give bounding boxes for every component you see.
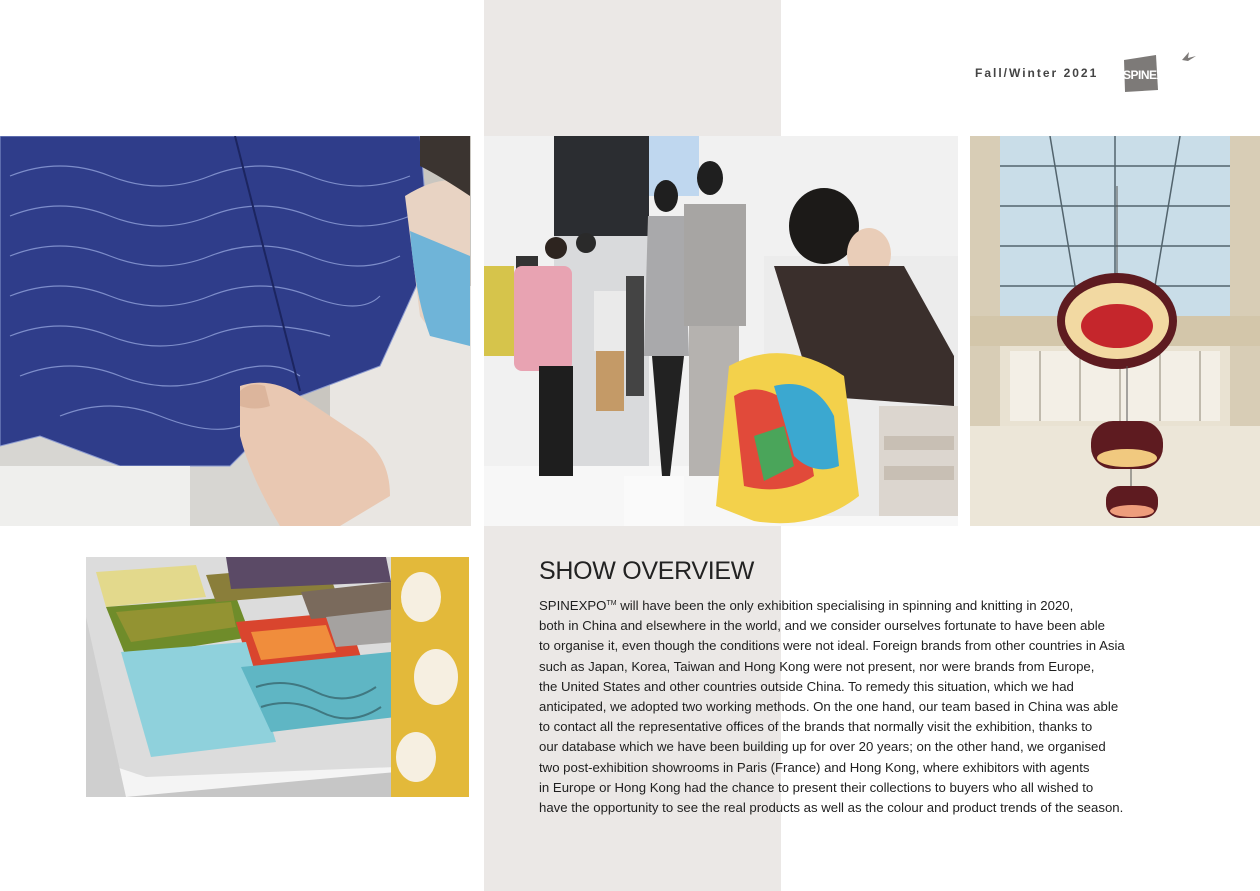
paragraph-line: to contact all the representative offices of the brands that normally visit the exhibition, thanks to [539,719,1093,735]
spinexpo-logo [1122,50,1202,94]
photo-atrium-lamps [970,136,1260,526]
paragraph-line: anticipated, we adopted two working methods. On the one hand, our team based in China was able [539,699,1119,715]
logo-text: SPINEXPO [1123,68,1181,82]
photo-exhibition-hall [484,136,958,526]
paragraph-line: two post-exhibition showrooms in Paris (France) and Hong Kong, where exhibitors with agents [539,759,1090,775]
section-title: SHOW OVERVIEW [539,557,755,585]
line-1-rest: will have been the only exhibition specialising in spinning and knitting in 2020, [616,598,1074,613]
paragraph-line: to organise it, even though the conditions were not ideal. Foreign brands from other countries in Asia [539,638,1125,654]
paragraph-line: both in China and elsewhere in the world, and we consider ourselves fortunate to have been able [539,618,1105,634]
paragraph-line: such as Japan, Korea, Taiwan and Hong Kong were not present, nor were brands from Europe, [539,658,1095,674]
paragraph-line: our database which we have been building up for over 20 years; on the other hand, we organised [539,739,1106,755]
season-label: Fall/Winter 2021 [975,66,1099,80]
trademark-mark: TM [606,600,617,607]
photo-textile-swatches [86,557,469,797]
paragraph-line-1 [539,596,1179,616]
photo-knitwear-detail [0,136,471,526]
overview-paragraph [539,596,1179,818]
paragraph-line: the United States and other countries outside China. To remedy this situation, which we had [539,678,1074,694]
paragraph-line: have the opportunity to see the real products as well as the colour and product trends of the season. [539,800,1124,816]
paragraph-line: in Europe or Hong Kong had the chance to present their collections to buyers who all wished to [539,779,1094,795]
brand-name: SPINEXPO [539,598,607,613]
